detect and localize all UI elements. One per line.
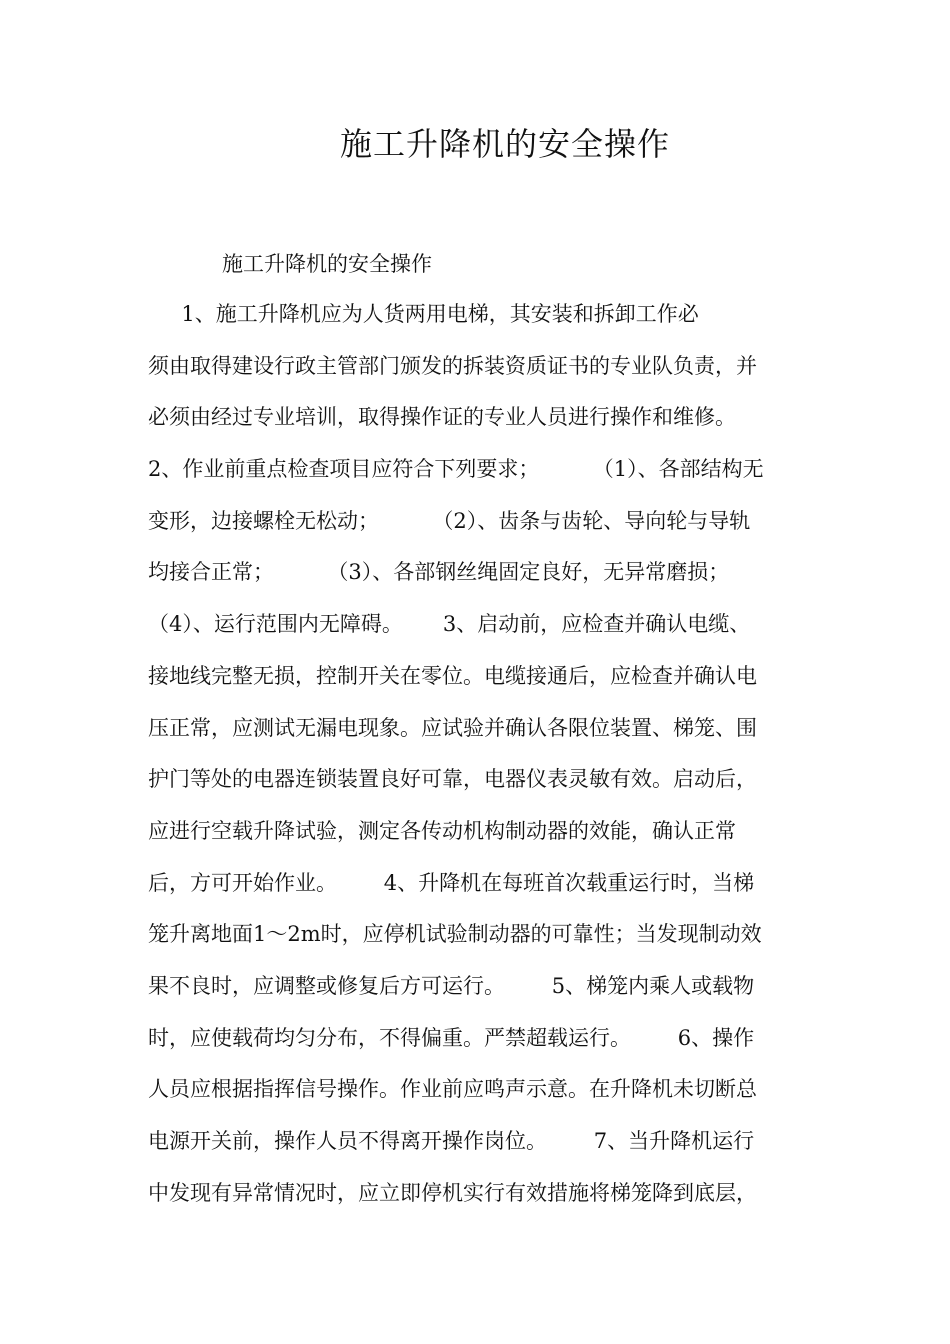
document-title: 施工升降机的安全操作 (339, 125, 670, 163)
document-body (148, 294, 808, 1224)
body-line: 压正常，应测试无漏电现象。应试验并确认各限位装置、梯笼、围 (148, 715, 757, 740)
body-line: 护门等处的电器连锁装置良好可靠，电器仪表灵敏有效。启动后， (148, 767, 757, 792)
document-subtitle: 施工升降机的安全操作 (222, 252, 432, 276)
body-line: 时，应使载荷均匀分布，不得偏重。严禁超载运行。 6、操作 (148, 1025, 755, 1050)
body-line: 变形，边接螺栓无松动； （2）、齿条与齿轮、导向轮与导轨 (148, 508, 751, 533)
body-line: 须由取得建设行政主管部门颁发的拆装资质证书的专业队负责，并 (148, 353, 757, 378)
body-line: 人员应根据指挥信号操作。作业前应鸣声示意。在升降机未切断总 (148, 1077, 757, 1102)
body-line: 均接合正常； （3）、各部钢丝绳固定良好，无异常磨损； (148, 560, 730, 585)
body-line: 后，方可开始作业。 4、升降机在每班首次载重运行时，当梯 (148, 870, 755, 895)
body-line: 2、作业前重点检查项目应符合下列要求； （1）、各部结构无 (148, 457, 764, 482)
body-line: （4）、运行范围内无障碍。 3、启动前，应检查并确认电缆、 (148, 612, 751, 637)
body-line: 中发现有异常情况时，应立即停机实行有效措施将梯笼降到底层， (148, 1180, 757, 1205)
body-line: 电源开关前，操作人员不得离开操作岗位。 7、当升降机运行 (148, 1129, 755, 1153)
body-line: 必须由经过专业培训，取得操作证的专业人员进行操作和维修。 (148, 405, 736, 430)
body-line: 笼升离地面1～2m时，应停机试验制动器的可靠性；当发现制动效 (148, 922, 762, 947)
body-line: 应进行空载升降试验，测定各传动机构制动器的效能，确认正常 (148, 818, 736, 843)
body-line: 1、施工升降机应为人货两用电梯，其安装和拆卸工作必 (148, 302, 699, 326)
body-line: 果不良时，应调整或修复后方可运行。 5、梯笼内乘人或载物 (148, 973, 755, 998)
body-line: 接地线完整无损，控制开关在零位。电缆接通后，应检查并确认电 (148, 663, 757, 688)
